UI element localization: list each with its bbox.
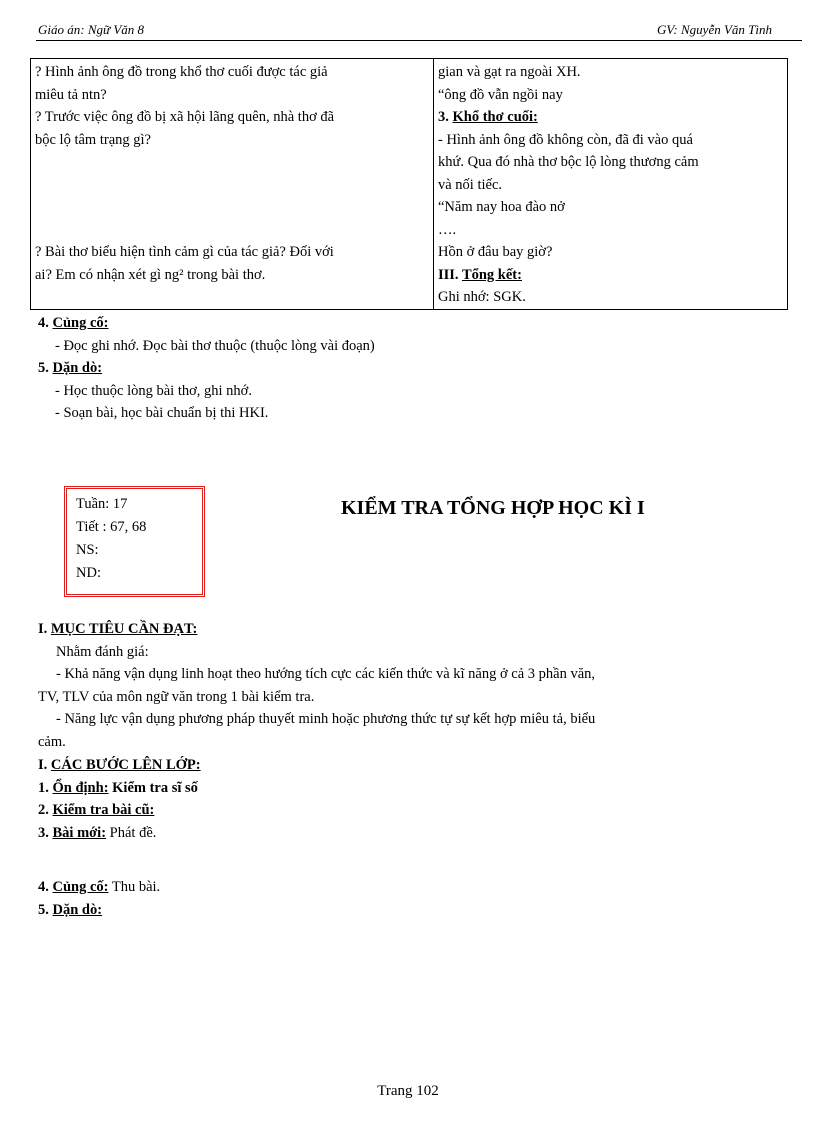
step-title: Kiểm tra bài cũ: (52, 802, 155, 818)
answer-line: “Năm nay hoa đào nở (438, 199, 565, 215)
section-number: I. (38, 621, 48, 637)
summary-heading (438, 264, 783, 287)
steps-section (38, 754, 201, 844)
page-number: Trang 102 (377, 1083, 439, 1099)
section-line: Nhằm đánh giá: (56, 643, 149, 660)
cungco-section-2 (38, 876, 160, 921)
section-number: 4. (38, 315, 49, 331)
period-label: Tiết : 67, 68 (76, 519, 147, 535)
section-title: Củng cố: (52, 315, 109, 331)
question-line: ai? Em có nhận xét gì ng² trong bài thơ. (35, 266, 266, 283)
step-text: Phát đề. (106, 824, 157, 841)
section-title: Dặn dò: (52, 360, 103, 376)
step-item (38, 876, 160, 899)
question-line: ? Bài thơ biểu hiện tình cảm gì của tác giả? Đối với (35, 244, 334, 260)
section-line: TV, TLV của môn ngữ văn trong 1 bài kiểm tra. (38, 688, 315, 705)
page-header (36, 22, 802, 41)
step-title: Dặn dò: (52, 901, 103, 918)
section-line: cảm. (38, 733, 66, 750)
step-number: 1. (38, 779, 49, 796)
dando-section (38, 357, 268, 425)
table-row (31, 59, 788, 310)
section-heading (38, 357, 268, 380)
section-title: CÁC BƯỚC LÊN LỚP: (50, 757, 201, 773)
step-title: Củng cố: (52, 879, 109, 895)
step-number: 2. (38, 802, 49, 818)
answer-line: Ghi nhớ: SGK. (438, 289, 526, 305)
step-text: Kiểm tra sĩ số (108, 779, 198, 796)
answer-line: “ông đồ vẫn ngồi nay (438, 86, 563, 103)
question-line: ? Hình ảnh ông đồ trong khổ thơ cuối được tác giả (35, 64, 328, 80)
lesson-info-box (64, 486, 205, 597)
summary-number: III. (438, 266, 459, 283)
question-line: bộc lộ tâm trạng gì? (35, 131, 151, 148)
questions-cell (31, 59, 434, 310)
answer-line: - Hình ảnh ông đồ không còn, đã đi vào quá (438, 131, 693, 148)
question-line: miêu tả ntn? (35, 86, 107, 103)
subsection-number: 3. (438, 109, 449, 125)
answer-line: gian và gạt ra ngoài XH. (438, 64, 581, 80)
spacer (35, 151, 429, 241)
answers-cell (434, 59, 788, 310)
ns-label: NS: (76, 542, 99, 558)
section-title: MỤC TIÊU CẦN ĐẠT: (50, 621, 198, 637)
week-label: Tuần: 17 (76, 496, 128, 512)
nd-label: ND: (76, 565, 101, 581)
answer-line: Hồn ở đâu bay giờ? (438, 244, 553, 260)
section-number: I. (38, 757, 48, 773)
step-item (38, 899, 160, 922)
summary-title: Tổng kết: (461, 266, 522, 283)
objectives-section (38, 618, 595, 753)
step-item (38, 799, 201, 822)
page-title: KIỂM TRA TỔNG HỢP HỌC KÌ I (341, 497, 645, 519)
section-number: 5. (38, 360, 49, 376)
answer-line: …. (438, 221, 457, 238)
answer-line: và nối tiếc. (438, 176, 503, 193)
step-number: 5. (38, 901, 49, 918)
cungco-section (38, 312, 375, 357)
section-heading (38, 312, 375, 335)
section-line: - Năng lực vận dụng phương pháp thuyết minh hoặc phương thức tự sự kết hợp miêu tả, biểu (56, 711, 596, 727)
step-text: Thu bài. (108, 879, 161, 895)
step-number: 4. (38, 879, 49, 895)
section-heading (38, 618, 595, 641)
step-title: Ổn định: (52, 779, 109, 796)
section-heading (38, 754, 201, 777)
header-subject: Giáo án: Ngữ Văn 8 (38, 22, 145, 37)
header-teacher: GV: Nguyễn Văn Tình (656, 22, 772, 37)
step-number: 3. (38, 824, 49, 841)
step-item (38, 777, 201, 800)
section-line: - Đọc ghi nhớ. Đọc bài thơ thuộc (thuộc lòng vài đoạn) (55, 337, 375, 354)
step-item (38, 822, 201, 845)
section-line: - Học thuộc lòng bài thơ, ghi nhớ. (55, 382, 252, 399)
section-line: - Soạn bài, học bài chuẩn bị thi HKI. (55, 405, 269, 421)
subsection-heading (438, 106, 783, 129)
step-title: Bài mới: (52, 824, 107, 841)
lesson-table (30, 58, 788, 310)
subsection-title: Khổ thơ cuối: (452, 109, 538, 125)
question-line: ? Trước việc ông đồ bị xã hội lãng quên, nhà thơ đã (35, 109, 335, 125)
section-line: - Khả năng vận dụng linh hoạt theo hướng tích cực các kiến thức và kĩ năng ở cả 3 phần văn, (56, 666, 595, 682)
answer-line: khứ. Qua đó nhà thơ bộc lộ lòng thương cảm (438, 154, 699, 170)
